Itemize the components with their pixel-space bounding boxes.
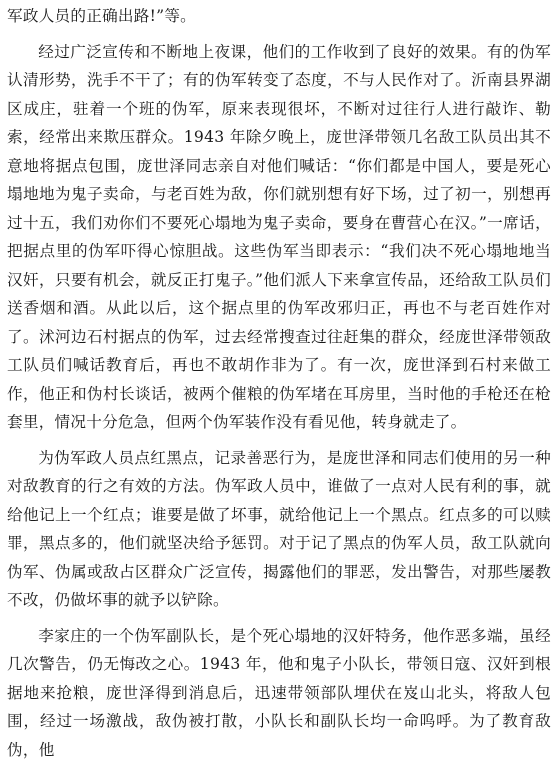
paragraph-lijiazhuang: 李家庄的一个伪军副队长，是个死心塌地的汉奸特务，他作恶多端，虽经几次警告，仍无悔改之心。1943 年，他和鬼子小队长，带领日寇、汉奸到根据地来抢粮，庞世泽得到消息后，迅速带领部队埋伏在岌山北头，将敌人包围，经过一场激战，敌伪被打散，小队长和副队长均一命呜呼。为了教育敌伪，他: [7, 626, 551, 759]
paragraph-propaganda-results: 经过广泛宣传和不断地上夜课，他们的工作收到了良好的效果。有的伪军认清形势，洗手不干了；有的伪军转变了态度，不与人民作对了。沂南县界湖区成庄，驻着一个班的伪军，原来表现很坏，不断对过往行人进行敲诈、勒索，经常出来欺压群众。1943 年除夕晚上，庞世泽带领几名敌工队员出其不意地将据点包围，庞世泽同志亲自对他们喊话：“你们都是中国人，要是死心塌地地为鬼子卖命，与老百姓为敌，你们就别想有好下场，过了初一，别想再过十五，我们劝你们不要死心塌地为鬼子卖命，要身在曹营心在汉。”一席话，把据点里的伪军吓得心惊胆战。这些伪军当即表示：“我们决不死心塌地地当汉奸，只要有机会，就反正打鬼子。”他们派人下来拿宣传品，还给敌工队员们送香烟和酒。从此以后，这个据点里的伪军改邪归正，再也不与老百姓作对了。沭河边石村据点的伪军，过去经常搜查过往赶集的群众，经庞世泽带领敌工队员们喊话教育后，再也不敢胡作非为了。有一次，庞世泽到石村来做工作，他正和伪村长谈话，被两个催粮的伪军堵在耳房里，当时他的手枪还在枪套里，情况十分危急，但两个伪军装作没有看见他，转身就走了。: [7, 42, 551, 431]
paragraph-continuation: 军政人员的正确出路!”等。: [7, 7, 197, 25]
paragraph-red-black-dots: 为伪军政人员点红黑点，记录善恶行为，是庞世泽和同志们使用的另一种对敌教育的行之有效的方法。伪军政人员中，谁做了一点对人民有利的事，就给他记上一个红点；谁要是做了坏事，就给他记上一个黑点。红点多的可以赎罪，黑点多的，他们就坚决给予惩罚。对于记了黑点的伪军人员，敌工队就向伪军、伪属或敌占区群众广泛宣传，揭露他们的罪恶，发出警告，对那些屡教不改，仍做坏事的就予以铲除。: [7, 448, 551, 609]
